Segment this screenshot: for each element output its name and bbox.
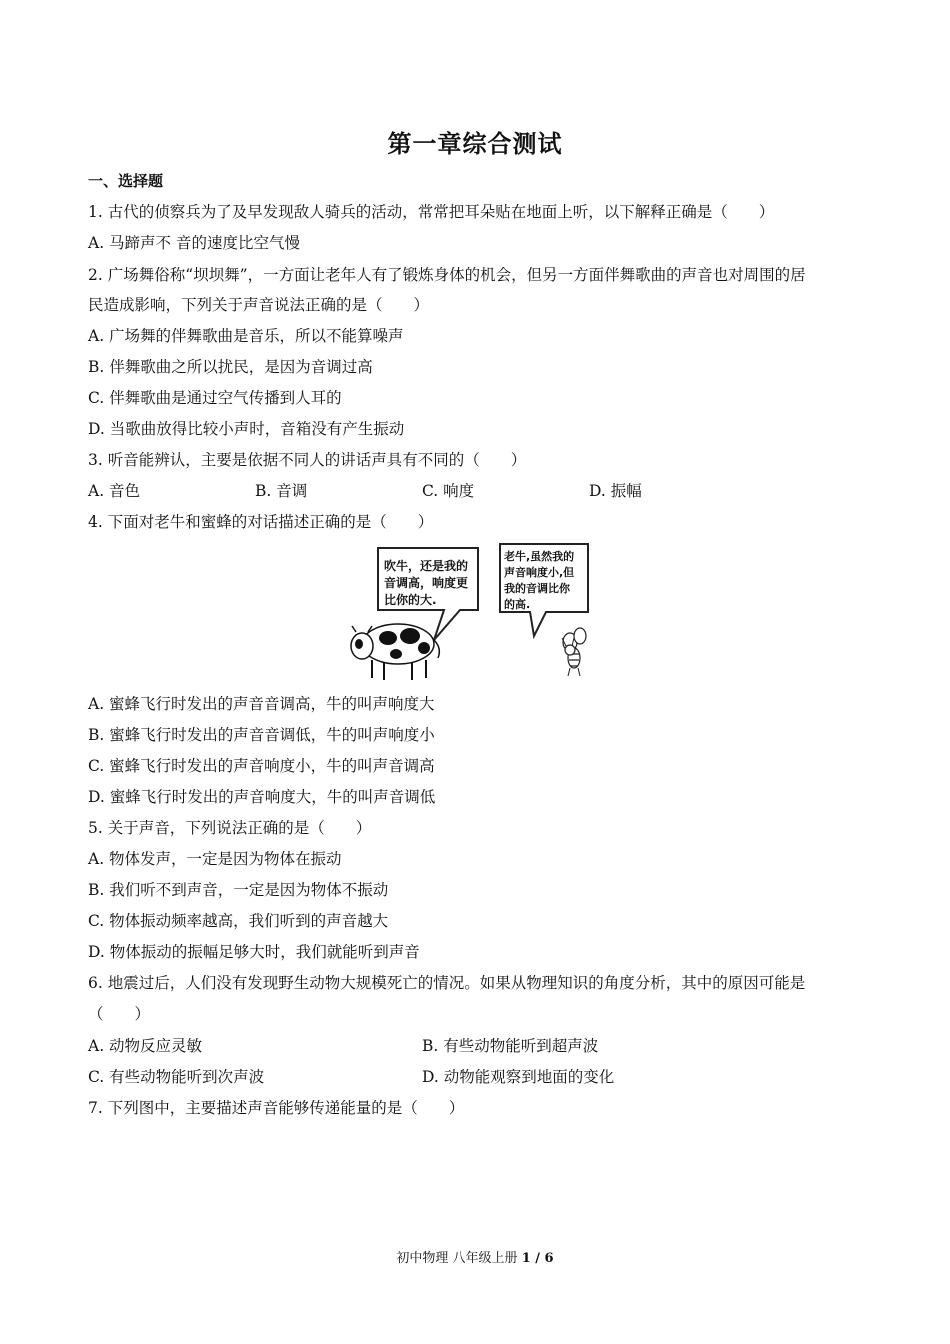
bee-bubble-line-2: 声音响度小,但	[504, 566, 575, 579]
bee-bubble-line-3: 我的音调比你	[504, 582, 570, 595]
page-footer	[0, 1247, 950, 1266]
question-2-stem-line-2: 民造成影响，下列关于声音说法正确的是（ ）	[88, 296, 430, 314]
question-4-option-c: C. 蜜蜂飞行时发出的声音响度小，牛的叫声音调高	[88, 757, 435, 775]
question-1-stem: 1. 古代的侦察兵为了及早发现敌人骑兵的活动，常常把耳朵贴在地面上听，以下解释正确是（ ）	[88, 203, 775, 221]
question-5-stem: 5. 关于声音，下列说法正确的是（ ）	[88, 819, 372, 837]
bee-drawing	[562, 628, 586, 676]
question-3-option-a: A. 音色	[88, 482, 141, 500]
question-5-option-b: B. 我们听不到声音，一定是因为物体不振动	[88, 881, 389, 899]
cow-bee-illustration	[348, 540, 604, 686]
question-5-option-a: A. 物体发声，一定是因为物体在振动	[88, 850, 342, 868]
question-4-option-d: D. 蜜蜂飞行时发出的声音响度大，牛的叫声音调低	[88, 788, 436, 806]
question-7-stem: 7. 下列图中，主要描述声音能够传递能量的是（ ）	[88, 1099, 465, 1117]
question-6-option-d: D. 动物能观察到地面的变化	[422, 1068, 615, 1086]
cow-bee-dialogue-figure	[348, 540, 604, 686]
question-6-option-b: B. 有些动物能听到超声波	[422, 1037, 599, 1055]
question-3-option-b: B. 音调	[255, 482, 308, 500]
question-3-option-c: C. 响度	[422, 482, 475, 500]
question-3-stem: 3. 听音能辨认，主要是依据不同人的讲话声具有不同的（ ）	[88, 451, 527, 469]
footer-page-number: 1 / 6	[521, 1251, 554, 1266]
question-3-option-d: D. 振幅	[589, 482, 642, 500]
section-heading: 一、选择题	[88, 172, 164, 190]
question-2-option-c: C. 伴舞歌曲是通过空气传播到人耳的	[88, 389, 342, 407]
page-title: 第一章综合测试	[387, 130, 563, 158]
question-1-option-a: A. 马蹄声不 音的速度比空气慢	[88, 234, 300, 252]
question-4-stem: 4. 下面对老牛和蜜蜂的对话描述正确的是（ ）	[88, 513, 434, 531]
question-4-option-a: A. 蜜蜂飞行时发出的声音音调高，牛的叫声响度大	[88, 695, 435, 713]
bee-speech-bubble	[500, 544, 588, 636]
question-2-option-b: B. 伴舞歌曲之所以扰民，是因为音调过高	[88, 358, 373, 376]
question-6-stem-line-1: 6. 地震过后，人们没有发现野生动物大规模死亡的情况。如果从物理知识的角度分析，其中的原因可能是	[88, 974, 806, 992]
question-6-stem-line-2: （ ）	[88, 1005, 151, 1023]
cow-bubble-line-3: 比你的大.	[384, 593, 437, 607]
bee-bubble-line-4: 的高.	[504, 598, 531, 611]
question-5-option-d: D. 物体振动的振幅足够大时，我们就能听到声音	[88, 943, 420, 961]
cow-bubble-line-2: 音调高，响度更	[384, 576, 469, 590]
footer-subject: 初中物理 八年级上册	[396, 1251, 522, 1266]
question-6-option-c: C. 有些动物能听到次声波	[88, 1068, 265, 1086]
question-5-option-c: C. 物体振动频率越高，我们听到的声音越大	[88, 912, 389, 930]
question-4-option-b: B. 蜜蜂飞行时发出的声音音调低，牛的叫声响度小	[88, 726, 435, 744]
question-2-stem-line-1: 2. 广场舞俗称“坝坝舞”，一方面让老年人有了锻炼身体的机会，但另一方面伴舞歌曲的声音也对周围的居	[88, 266, 806, 284]
question-2-option-d: D. 当歌曲放得比较小声时，音箱没有产生振动	[88, 420, 405, 438]
cow-drawing	[351, 624, 439, 680]
cow-bubble-line-1: 吹牛，还是我的	[384, 559, 469, 573]
bee-bubble-line-1: 老牛,虽然我的	[504, 550, 575, 563]
question-2-option-a: A. 广场舞的伴舞歌曲是音乐，所以不能算噪声	[88, 327, 404, 345]
question-6-option-a: A. 动物反应灵敏	[88, 1037, 203, 1055]
